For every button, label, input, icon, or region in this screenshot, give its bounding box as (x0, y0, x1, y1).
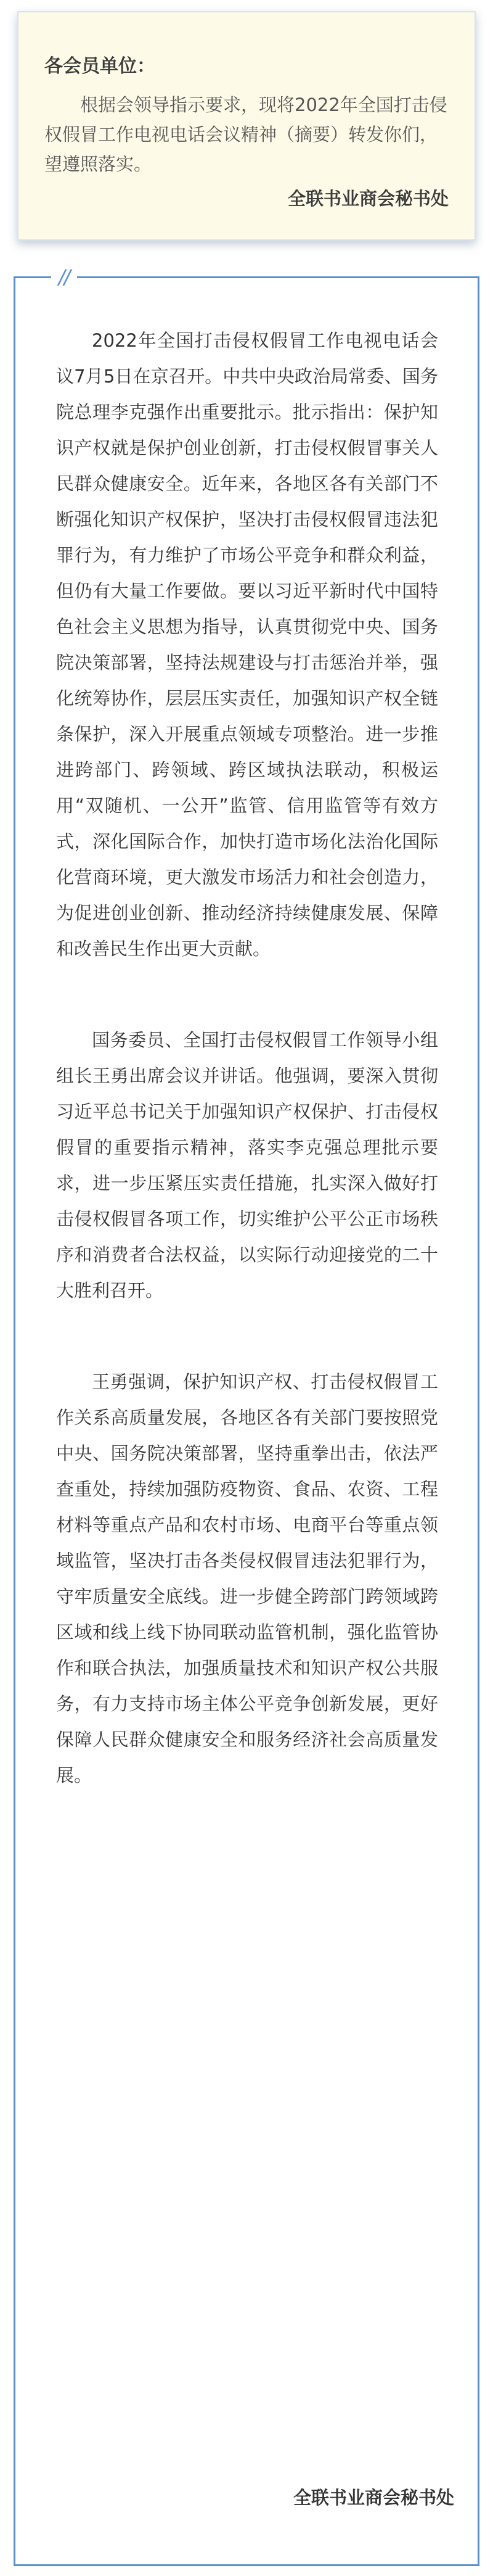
article-paragraph-3: 王勇强调，保护知识产权、打击侵权假冒工作关系高质量发展，各地区各有关部门要按照党中央、国务院决策部署，坚持重拳出击，依法严查重处，持续加强防疫物资、食品、农资、工程材料等重点产品和农村市场、电商平台等重点领域监管，坚决打击各类侵权假冒违法犯罪行为，守牢质量安全底线。进一步健全跨部门跨领域跨区域和线上线下协同联动监管机制，强化监管协作和联合执法，加强质量技术和知识产权公共服务，有力支持市场主体公平竞争创新发展，更好保障人民群众健康安全和服务经济社会高质量发展。 (56, 1371, 438, 1786)
notice-body: 根据会领导指示要求，现将2022年全国打击侵权假冒工作电视电话会议精神（摘要）转发你们，望遵照落实。 (44, 94, 447, 175)
notice-signature: 全联书业商会秘书处 (287, 188, 449, 209)
article-paragraph-2: 国务委员、全国打击侵权假冒工作领导小组组长王勇出席会议并讲话。他强调，要深入贯彻习近平总书记关于加强知识产权保护、打击侵权假冒的重要指示精神，落实李克强总理批示要求，进一步压紧压实责任措施，扎实深入做好打击侵权假冒各项工作，切实维护公平公正市场秩序和消费者合法权益，以实际行动迎接党的二十大胜利召开。 (56, 1030, 438, 1301)
notice-addressee: 各会员单位： (44, 56, 155, 77)
article-content (56, 323, 438, 1793)
article-paragraph-1: 2022年全国打击侵权假冒工作电视电话会议7月5日在京召开。中共中央政治局常委、国务院总理李克强作出重要批示。批示指出：保护知识产权就是保护创业创新，打击侵权假冒事关人民群众健康安全。近年来，各地区各有关部门不断强化知识产权保护，坚决打击侵权假冒违法犯罪行为，有力维护了市场公平竞争和群众利益，但仍有大量工作要做。要以习近平新时代中国特色社会主义思想为指导，认真贯彻党中央、国务院决策部署，坚持法规建设与打击惩治并举，强化统筹协作，层层压实责任，加强知识产权全链条保护，深入开展重点领域专项整治。进一步推进跨部门、跨领域、跨区域执法联动，积极运用“双随机、一公开”监管、信用监管等有效方式，深化国际合作，加快打造市场化法治化国际化营商环境，更大激发市场活力和社会创造力，为促进创业创新、推动经济持续健康发展、保障和改善民生作出更大贡献。 (56, 330, 438, 959)
article-signature: 全联书业商会秘书处 (293, 2487, 454, 2508)
notice-box (17, 11, 476, 241)
frame-slash-mark: // (51, 265, 77, 289)
article-frame (14, 265, 479, 2566)
